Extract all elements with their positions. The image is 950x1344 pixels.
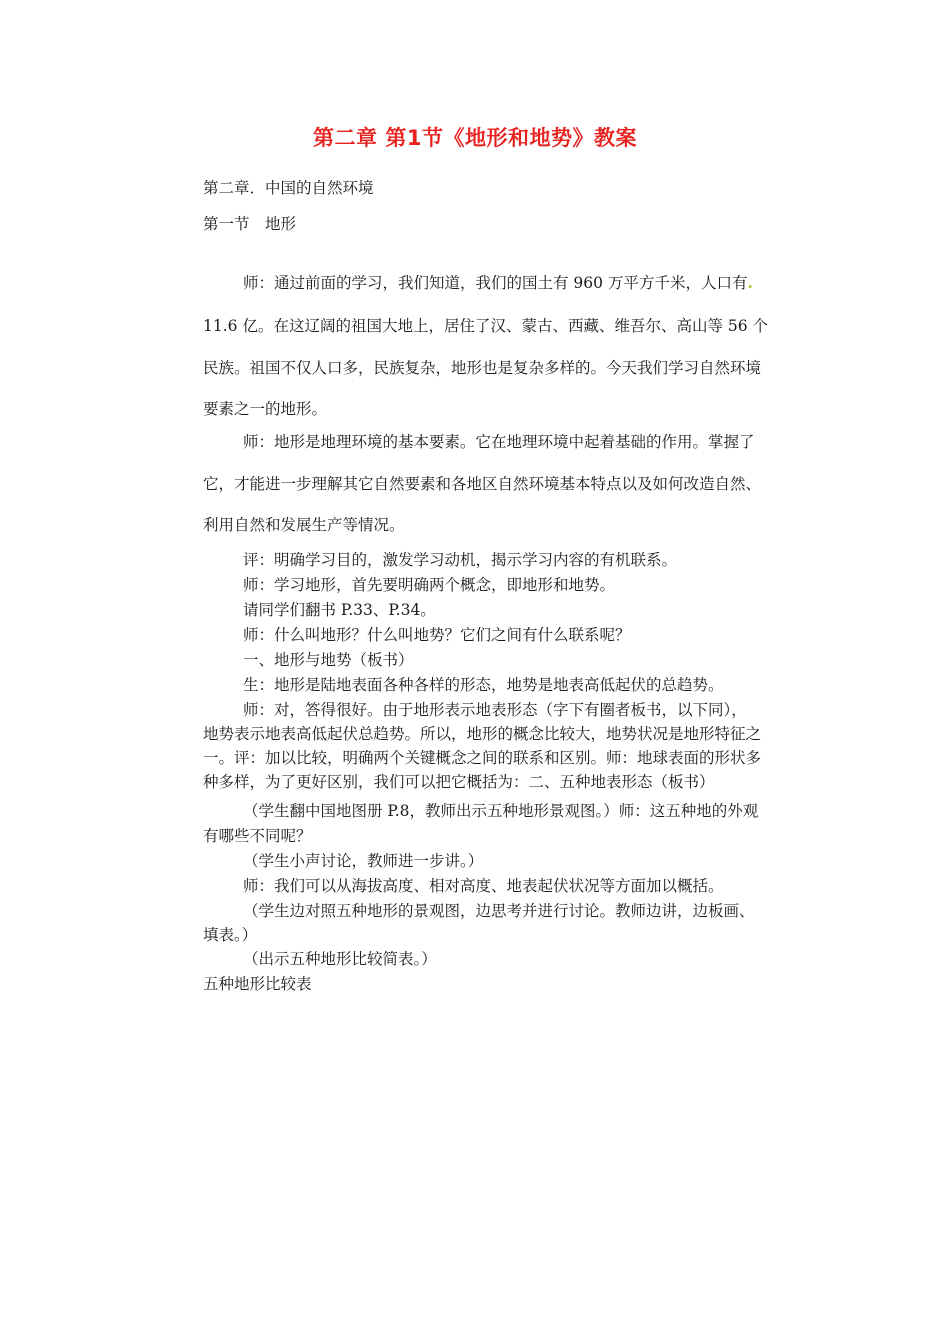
paragraph-line: 师：对，答得很好。由于地形表示地表形态（字下有圈者板书，以下同）， <box>243 701 747 719</box>
paragraph-line: 填表。） <box>203 926 258 944</box>
chapter-heading: 第二章．中国的自然环境 <box>203 179 374 197</box>
paragraph-line: 一。评：加以比较，明确两个关键概念之间的联系和区别。师：地球表面的形状多 <box>203 749 762 767</box>
paragraph-line: 11.6 亿。在这辽阔的祖国大地上，居住了汉、蒙古、西藏、维吾尔、高山等 56 个 <box>203 317 769 335</box>
paragraph-line: 要素之一的地形。 <box>203 400 328 418</box>
paragraph-line: 有哪些不同呢？ <box>203 827 312 845</box>
paragraph-line: 师：地形是地理环境的基本要素。它在地理环境中起着基础的作用。掌握了 <box>243 433 755 451</box>
paragraph-line: 师：什么叫地形？什么叫地势？它们之间有什么联系呢？ <box>243 626 631 644</box>
paragraph-line: 师：我们可以从海拔高度、相对高度、地表起伏状况等方面加以概括。 <box>243 877 724 895</box>
paragraph-line: 生：地形是陆地表面各种各样的形态，地势是地表高低起伏的总趋势。 <box>243 676 724 694</box>
paragraph-line: 请同学们翻书 P.33、P.34。 <box>243 601 436 619</box>
paragraph-line: 利用自然和发展生产等情况。 <box>203 516 405 534</box>
section-heading: 第一节 地形 <box>203 215 297 233</box>
paragraph-line: （学生小声讨论，教师进一步讲。） <box>243 852 484 870</box>
paragraph-line: （学生边对照五种地形的景观图，边思考并进行讨论。教师边讲，边板画、 <box>243 902 755 920</box>
paragraph-line: 它，才能进一步理解其它自然要素和各地区自然环境基本特点以及如何改造自然、 <box>203 475 762 493</box>
paragraph-line: （出示五种地形比较简表。） <box>243 950 437 968</box>
paragraph-line: 种多样，为了更好区别，我们可以把它概括为：二、五种地表形态（板书） <box>203 773 715 791</box>
paragraph-line: 地势表示地表高低起伏总趋势。所以，地形的概念比较大，地势状况是地形特征之 <box>203 725 762 743</box>
paragraph-line: 师：通过前面的学习，我们知道，我们的国土有 960 万平方千米，人口有. <box>243 273 753 292</box>
table-caption: 五种地形比较表 <box>203 975 312 993</box>
marker-dot: . <box>747 273 753 292</box>
document-title: 第二章 第1节《地形和地势》教案 <box>313 126 637 150</box>
paragraph-line: （学生翻中国地图册 P.8，教师出示五种地形景观图。）师：这五种地的外观 <box>243 802 759 820</box>
paragraph-line: 一、地形与地势（板书） <box>243 651 414 669</box>
paragraph-line: 民族。祖国不仅人口多，民族复杂，地形也是复杂多样的。今天我们学习自然环境 <box>203 359 762 377</box>
paragraph-line: 师：学习地形，首先要明确两个概念，即地形和地势。 <box>243 576 616 594</box>
paragraph-line: 评：明确学习目的，激发学习动机，揭示学习内容的有机联系。 <box>243 551 678 569</box>
